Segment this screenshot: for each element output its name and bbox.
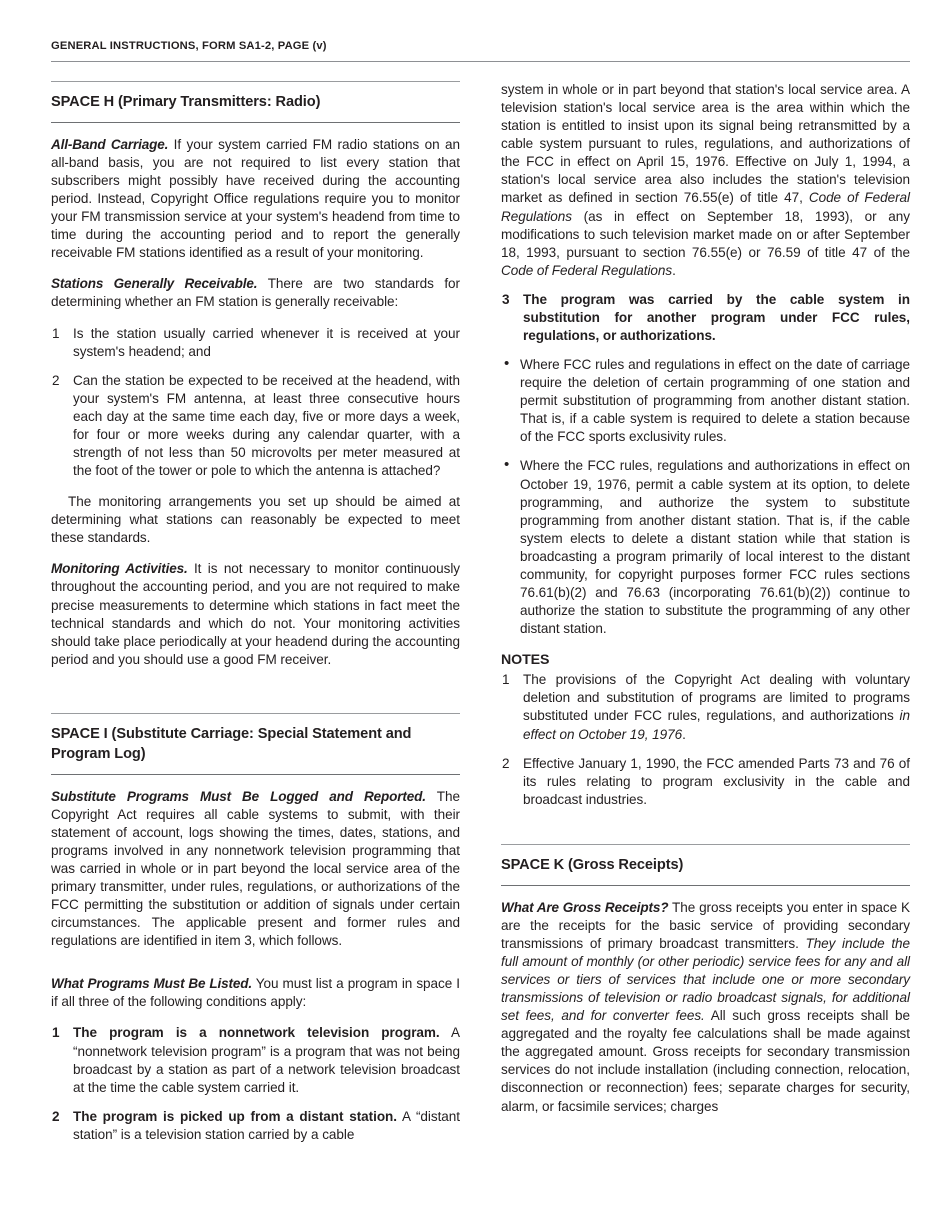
list-item [51,1108,460,1144]
what-programs-lead: What Programs Must Be Listed. [51,976,252,992]
list-item-text: Where the FCC rules, regulations and authorizations in effect on October 19, 1976, permit a cable system at its option, to delete programming, and authorize the system to substitute programming from another distant station. That is, if the cable system elects to delete a distant station while that station is broadcasting a program primarily of local interest to the distant community, for copyright purposes former FCC rules sections 76.61(b)(2) and 76.63 (incorporating 76.61(b)(2)) continue to authorize the station to substitute the programming of any other distant station. [520,458,910,637]
right-column [501,81,910,1157]
section-gap [51,682,460,713]
gross-receipts-lead: What Are Gross Receipts? [501,899,669,915]
list-item-text: A “nonnetwork television program” is a program that was not being broadcast by a station as part of a network television broadcast at the time the cable system carried it. [73,1025,461,1095]
cfr-citation-1: Code of Federal Regulations [501,190,910,224]
substitute-programs-paragraph [51,788,460,951]
space-h-title: SPACE H (Primary Transmitters: Radio) [51,94,321,110]
list-marker: 1 [502,672,510,688]
notes-list [501,671,910,809]
list-item [501,356,910,446]
substitute-programs-lead: Substitute Programs Must Be Logged and Reported. [51,788,426,804]
continuation-part2: (as in effect on September 18, 1993), or any modifications to such television market made on or after September 18, 1993, pursuant to section 76.55(e) or 76.59 of title 47 of the [501,208,910,260]
substitution-rules-bullets [501,356,910,638]
list-item [501,457,910,638]
list-item-text: Where FCC rules and regulations in effect on the date of carriage require the deletion of certain programming of one station and permit substitution of programming from another distant station. That is, if a cable system is required to delete a station because of the FCC sports exclusivity rules. [520,357,910,445]
list-item-text: Is the station usually carried whenever it is received at your system's headend; and [73,325,460,359]
list-marker: 1 [52,1025,60,1041]
space-h-rule-bottom [51,122,460,123]
list-marker: 1 [52,325,60,341]
list-item-text: Can the station be expected to be received at the headend, with your system's FM antenna, at least three consecutive hours each day at the same time each day, five or more days a week, for four or more weeks during any calendar quarter, with a strength of not less than 50 microvolts per meter measured at the foot of the tower or pole to which the antenna is attached? [73,372,460,479]
section-space-h [51,81,460,669]
list-item [51,325,460,361]
what-programs-paragraph [51,975,460,1011]
list-item [51,1024,460,1096]
what-programs-text: You must list a program in space I if all three of the following conditions apply: [51,976,460,1010]
substitute-programs-text: The Copyright Act requires all cable systems to submit, with their statement of account, logs showing the times, dates, stations, and programs involved in any nonnetwork television programming that was carried in whole or in part beyond the local service area of the primary transmitter, under rules, regulations, or authorizations of the FCC permitting the substitution or addition of signals under certain circumstances. The applicable present and former rules and regulations are identified in item 3, which follows. [51,788,460,949]
what-are-gross-receipts-paragraph [501,899,910,1116]
gross-receipts-part1: The gross receipts you enter in space K are the receipts for the basic service of providing secondary transmissions of primary broadcast transmitters. [501,899,910,951]
list-marker: 2 [502,755,510,771]
gross-receipts-italic-clause: They include the full amount of monthly (or other periodic) service fees for any and all services or tiers of services that include one or more secondary transmissions of television or radio broadcast signals, for additional set fees, and for converter fees. [501,935,910,1024]
space-k-title: SPACE K (Gross Receipts) [501,856,684,873]
list-item-bold-lead: The program is a nonnetwork television program. [73,1025,440,1041]
note-italic-phrase: in effect on October 19, 1976 [523,708,910,742]
list-item-text: Effective January 1, 1990, the FCC amended Parts 73 and 76 of its rules relating to program exclusivity in the cable and broadcast industries. [523,755,910,807]
gross-receipts-part2: All such gross receipts shall be aggregated and the royalty fee calculations shall be made against the aggregated amount. Gross receipts for secondary transmission services do not include installation (including connection, relocation, disconnection or reconnection) fees; separate charges for security, alarm, or facsimile services; charges [501,1008,910,1114]
continuation-part3: . [672,262,676,278]
program-conditions-list [51,1024,460,1143]
list-item-text: A “distant station” is a television station carried by a cable [73,1108,460,1142]
receivability-standards-list [51,325,460,481]
list-item [501,291,910,345]
list-marker: 3 [502,291,510,307]
list-item [501,755,910,809]
continuation-part1: system in whole or in part beyond that station's local service area. A television station's local service area is the area within which the station is entitled to insist upon its signal being retransmitted by a cable system pursuant to rules, regulations, and authorizations of the FCC in effect on April 15, 1976. Effective on July 1, 1994, a station's local service area also includes the station's television market as defined in section 76.55(e) of title 47, [501,82,910,206]
list-marker: 2 [52,1108,60,1124]
notes-section [501,652,910,809]
cfr-citation-2: Code of Federal Regulations [501,262,673,278]
section-gap [501,822,910,844]
all-band-carriage-lead: All-Band Carriage. [51,136,169,152]
bullet-icon: • [504,355,510,373]
monitoring-activities-text: It is not necessary to monitor continuously throughout the accounting period, and you are not required to make precise measurements to determine which stations in fact meet the technical standards and which do not. Your monitoring activities should take place periodically at your headend during the accounting period and you should use a good FM receiver. [51,561,460,667]
notes-heading: NOTES [501,652,550,669]
space-k-rule-bottom [501,885,910,886]
all-band-carriage-text: If your system carried FM radio stations on an all-band basis, you are not required to list every station that subscribers might possibly have received during the accounting period. Instead, Copyright Office regulations require you to monitor your FM transmission service at your system's headend from time to time during the accounting period and to report the generally receivable FM stations identified as a result of your monitoring. [51,136,460,261]
section-space-k [501,844,910,1116]
list-item-bold-lead: The program was carried by the cable system in substitution for another program under FCC rules, regulations, or authorizations. [523,291,910,344]
paragraph-gap [51,963,460,975]
distant-station-continuation-paragraph [501,81,910,280]
list-item-text: The provisions of the Copyright Act dealing with voluntary deletion and substitution of programs are limited to programs substituted under FCC rules, regulations, and authorizations [523,672,910,724]
space-i-rule-bottom [51,774,460,775]
monitoring-arrangements-paragraph: The monitoring arrangements you set up should be aimed at determining what stations can reasonably be expected to meet these standards. [51,494,460,546]
bullet-icon: • [504,456,510,474]
note-tail: . [682,726,686,742]
stations-receivable-paragraph [51,275,460,311]
program-condition-3-list [501,291,910,345]
list-item [501,671,910,743]
list-marker: 2 [52,372,60,388]
header-rule [51,61,910,62]
running-head: GENERAL INSTRUCTIONS, FORM SA1-2, PAGE (v) [51,40,327,52]
list-item-bold-lead: The program is picked up from a distant station. [73,1108,397,1124]
space-i-title: SPACE I (Substitute Carriage: Special Statement and Program Log) [51,725,412,762]
two-column-layout [51,81,910,1157]
monitoring-activities-lead: Monitoring Activities. [51,561,188,577]
stations-receivable-lead: Stations Generally Receivable. [51,276,258,292]
section-space-i [51,713,460,1144]
left-column [51,81,460,1157]
monitoring-activities-paragraph [51,560,460,668]
list-item [51,372,460,480]
all-band-carriage-paragraph [51,136,460,263]
stations-receivable-text: There are two standards for determining whether an FM station is generally receivable: [51,276,460,310]
